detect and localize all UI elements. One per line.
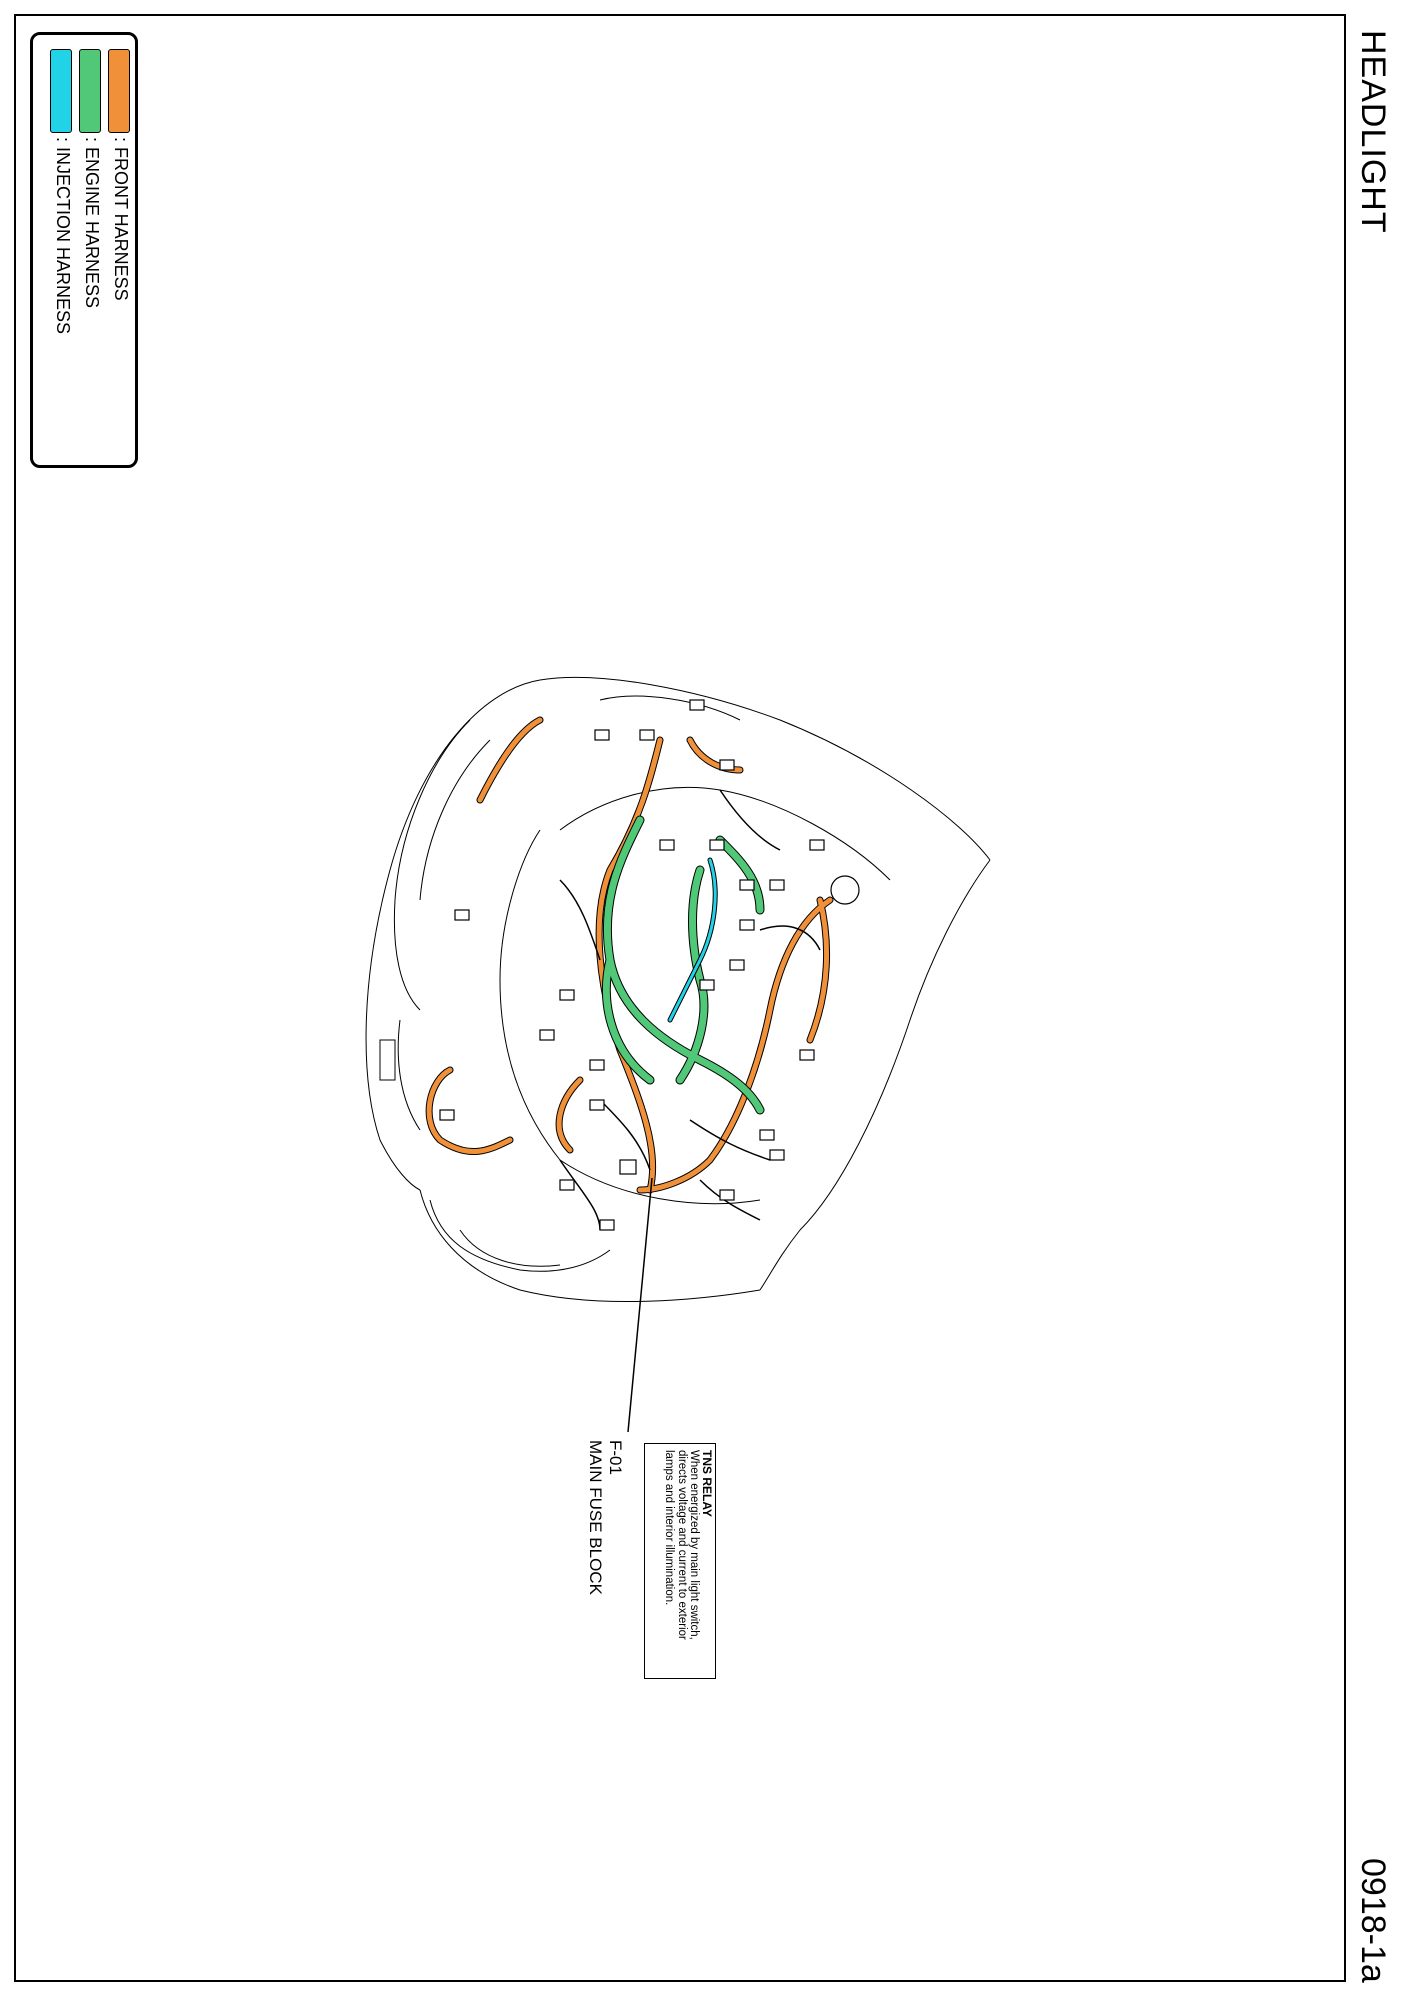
vehicle-body-outline	[366, 677, 990, 1301]
callout-title: TNS RELAY	[700, 1450, 714, 1517]
front-harness-wires	[429, 720, 830, 1190]
connectors	[440, 700, 824, 1230]
legend-injection-harness-label: : INJECTION HARNESS	[53, 137, 73, 335]
branch-wires	[560, 790, 820, 1230]
legend-front-harness-label: : FRONT HARNESS	[111, 137, 131, 301]
ground-ring	[831, 876, 859, 904]
fuse-block-code: F-01	[606, 1440, 625, 1475]
front-harness-outline	[429, 720, 830, 1190]
fuse-block-leader-line	[628, 1178, 652, 1432]
page-title: HEADLIGHT	[1354, 30, 1392, 234]
fuse-block-label	[585, 1440, 625, 1595]
page-number: 0918-1a	[1354, 1858, 1392, 1983]
tns-relay-callout	[644, 1443, 716, 1679]
legend-engine-harness-label: : ENGINE HARNESS	[82, 137, 102, 309]
callout-body: When energized by main light switch, directs voltage and current to exterior lamps and interior illumination.	[663, 1450, 701, 1640]
fuse-block-name: MAIN FUSE BLOCK	[586, 1440, 605, 1595]
